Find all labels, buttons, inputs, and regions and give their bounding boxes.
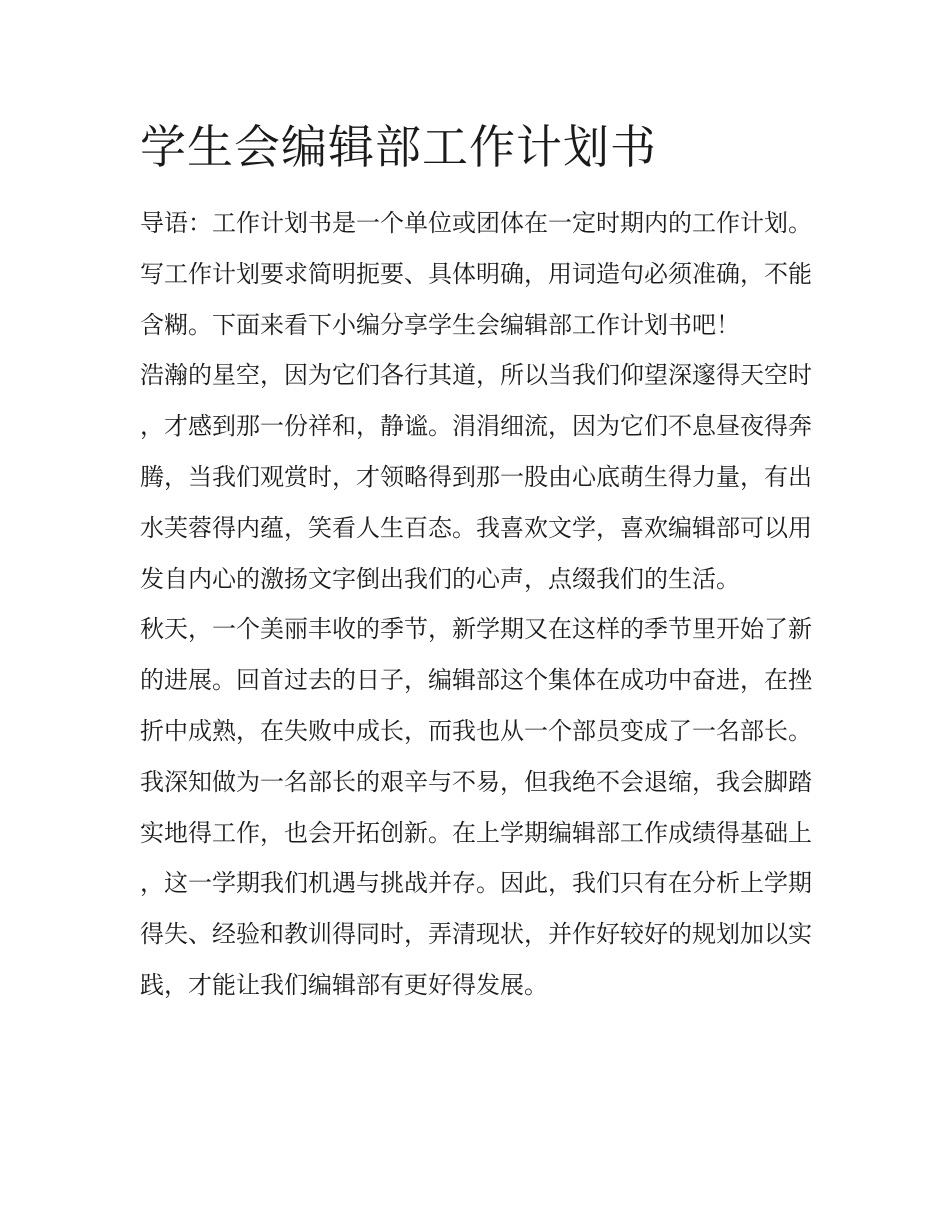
paragraph-autumn-plan: 秋天，一个美丽丰收的季节，新学期又在这样的季节里开始了新的进展。回首过去的日子，编辑部这个集体在成功中奋进，在挫折中成熟，在失败中成长，而我也从一个部员变成了一名部长。我深知做为一名部长的艰辛与不易，但我绝不会退缩，我会脚踏实地得工作，也会开拓创新。在上学期编辑部工作成绩得基础上，这一学期我们机遇与挑战并存。因此，我们只有在分析上学期得失、经验和教训得同时，弄清现状，并作好较好的规划加以实践，才能让我们编辑部有更好得发展。 [140, 615, 812, 999]
paragraph-intro: 导语：工作计划书是一个单位或团体在一定时期内的工作计划。写工作计划要求简明扼要、具体明确，用词造句必须准确，不能含糊。下面来看下小编分享学生会编辑部工作计划书吧！ [140, 209, 812, 339]
document-title: 学生会编辑部工作计划书 [140, 120, 657, 174]
document-body [140, 198, 812, 1011]
paragraph-starry-sky: 浩瀚的星空，因为它们各行其道，所以当我们仰望深邃得天空时，才感到那一份祥和，静谧。涓涓细流，因为它们不息昼夜得奔腾，当我们观赏时，才领略得到那一股由心底萌生得力量，有出水芙蓉得内蕴，笑看人生百态。我喜欢文学，喜欢编辑部可以用发自内心的激扬文字倒出我们的心声，点缀我们的生活。 [140, 361, 812, 593]
